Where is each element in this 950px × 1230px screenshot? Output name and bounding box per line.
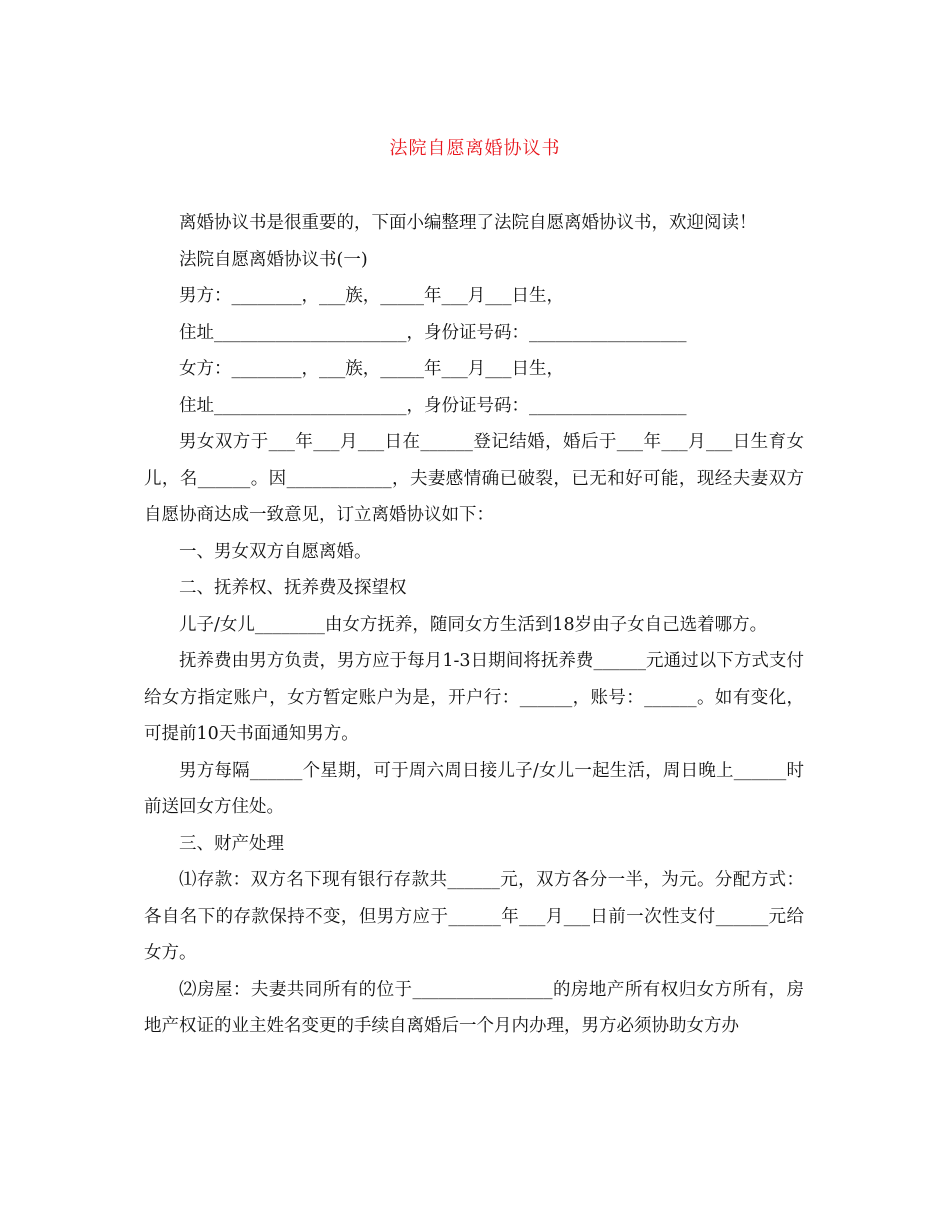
savings-paragraph: ⑴存款：双方名下现有银行存款共______元，双方各分一半，为元。分配方式：各自名下的存款保持不变，但男方应于______年___月___日前一次性支付______元给女方。 [144, 870, 804, 963]
visitation-paragraph: 男方每隔______个星期，可于周六周日接儿子/女儿一起生活，周日晚上______时前送回女方住处。 [144, 760, 804, 817]
custody-paragraph: 儿子/女儿________由女方抚养，随同女方生活到18岁由子女自己选着哪方。 [179, 614, 768, 635]
support-paragraph: 抚养费由男方负责，男方应于每月1-3日期间将抚养费______元通过以下方式支付给女方指定账户，女方暂定账户为是，开户行：______，账号：______。如有变化，可提前10天书面通知男方。 [144, 651, 804, 744]
document-body [144, 205, 804, 1045]
female-party-line: 女方：________，___族，_____年___月___日生， [179, 359, 564, 379]
marriage-paragraph: 男女双方于___年___月___日在______登记结婚，婚后于___年___月___日生育女儿，名______。因____________，夫妻感情确已破裂，已无和好可能，现经夫妻双方自愿协商达成一致意见，订立离婚协议如下： [144, 432, 804, 525]
male-address-line: 住址______________________，身份证号码：__________________ [179, 322, 687, 343]
section-three-heading: 三、财产处理 [179, 833, 284, 854]
intro-paragraph: 离婚协议书是很重要的，下面小编整理了法院自愿离婚协议书，欢迎阅读！ [179, 213, 757, 233]
document-title: 法院自愿离婚协议书 [389, 138, 561, 159]
section-two-heading: 二、抚养权、抚养费及探望权 [179, 578, 407, 598]
female-address-line: 住址______________________，身份证号码：__________________ [179, 395, 687, 416]
agreement-heading: 法院自愿离婚协议书(一) [179, 249, 368, 270]
male-party-line: 男方：________，___族，_____年___月___日生， [179, 286, 564, 306]
housing-paragraph: ⑵房屋：夫妻共同所有的位于________________的房地产所有权归女方所有，房地产权证的业主姓名变更的手续自离婚后一个月内办理，男方必须协助女方办 [144, 979, 804, 1036]
section-one-heading: 一、男女双方自愿离婚。 [179, 541, 372, 562]
